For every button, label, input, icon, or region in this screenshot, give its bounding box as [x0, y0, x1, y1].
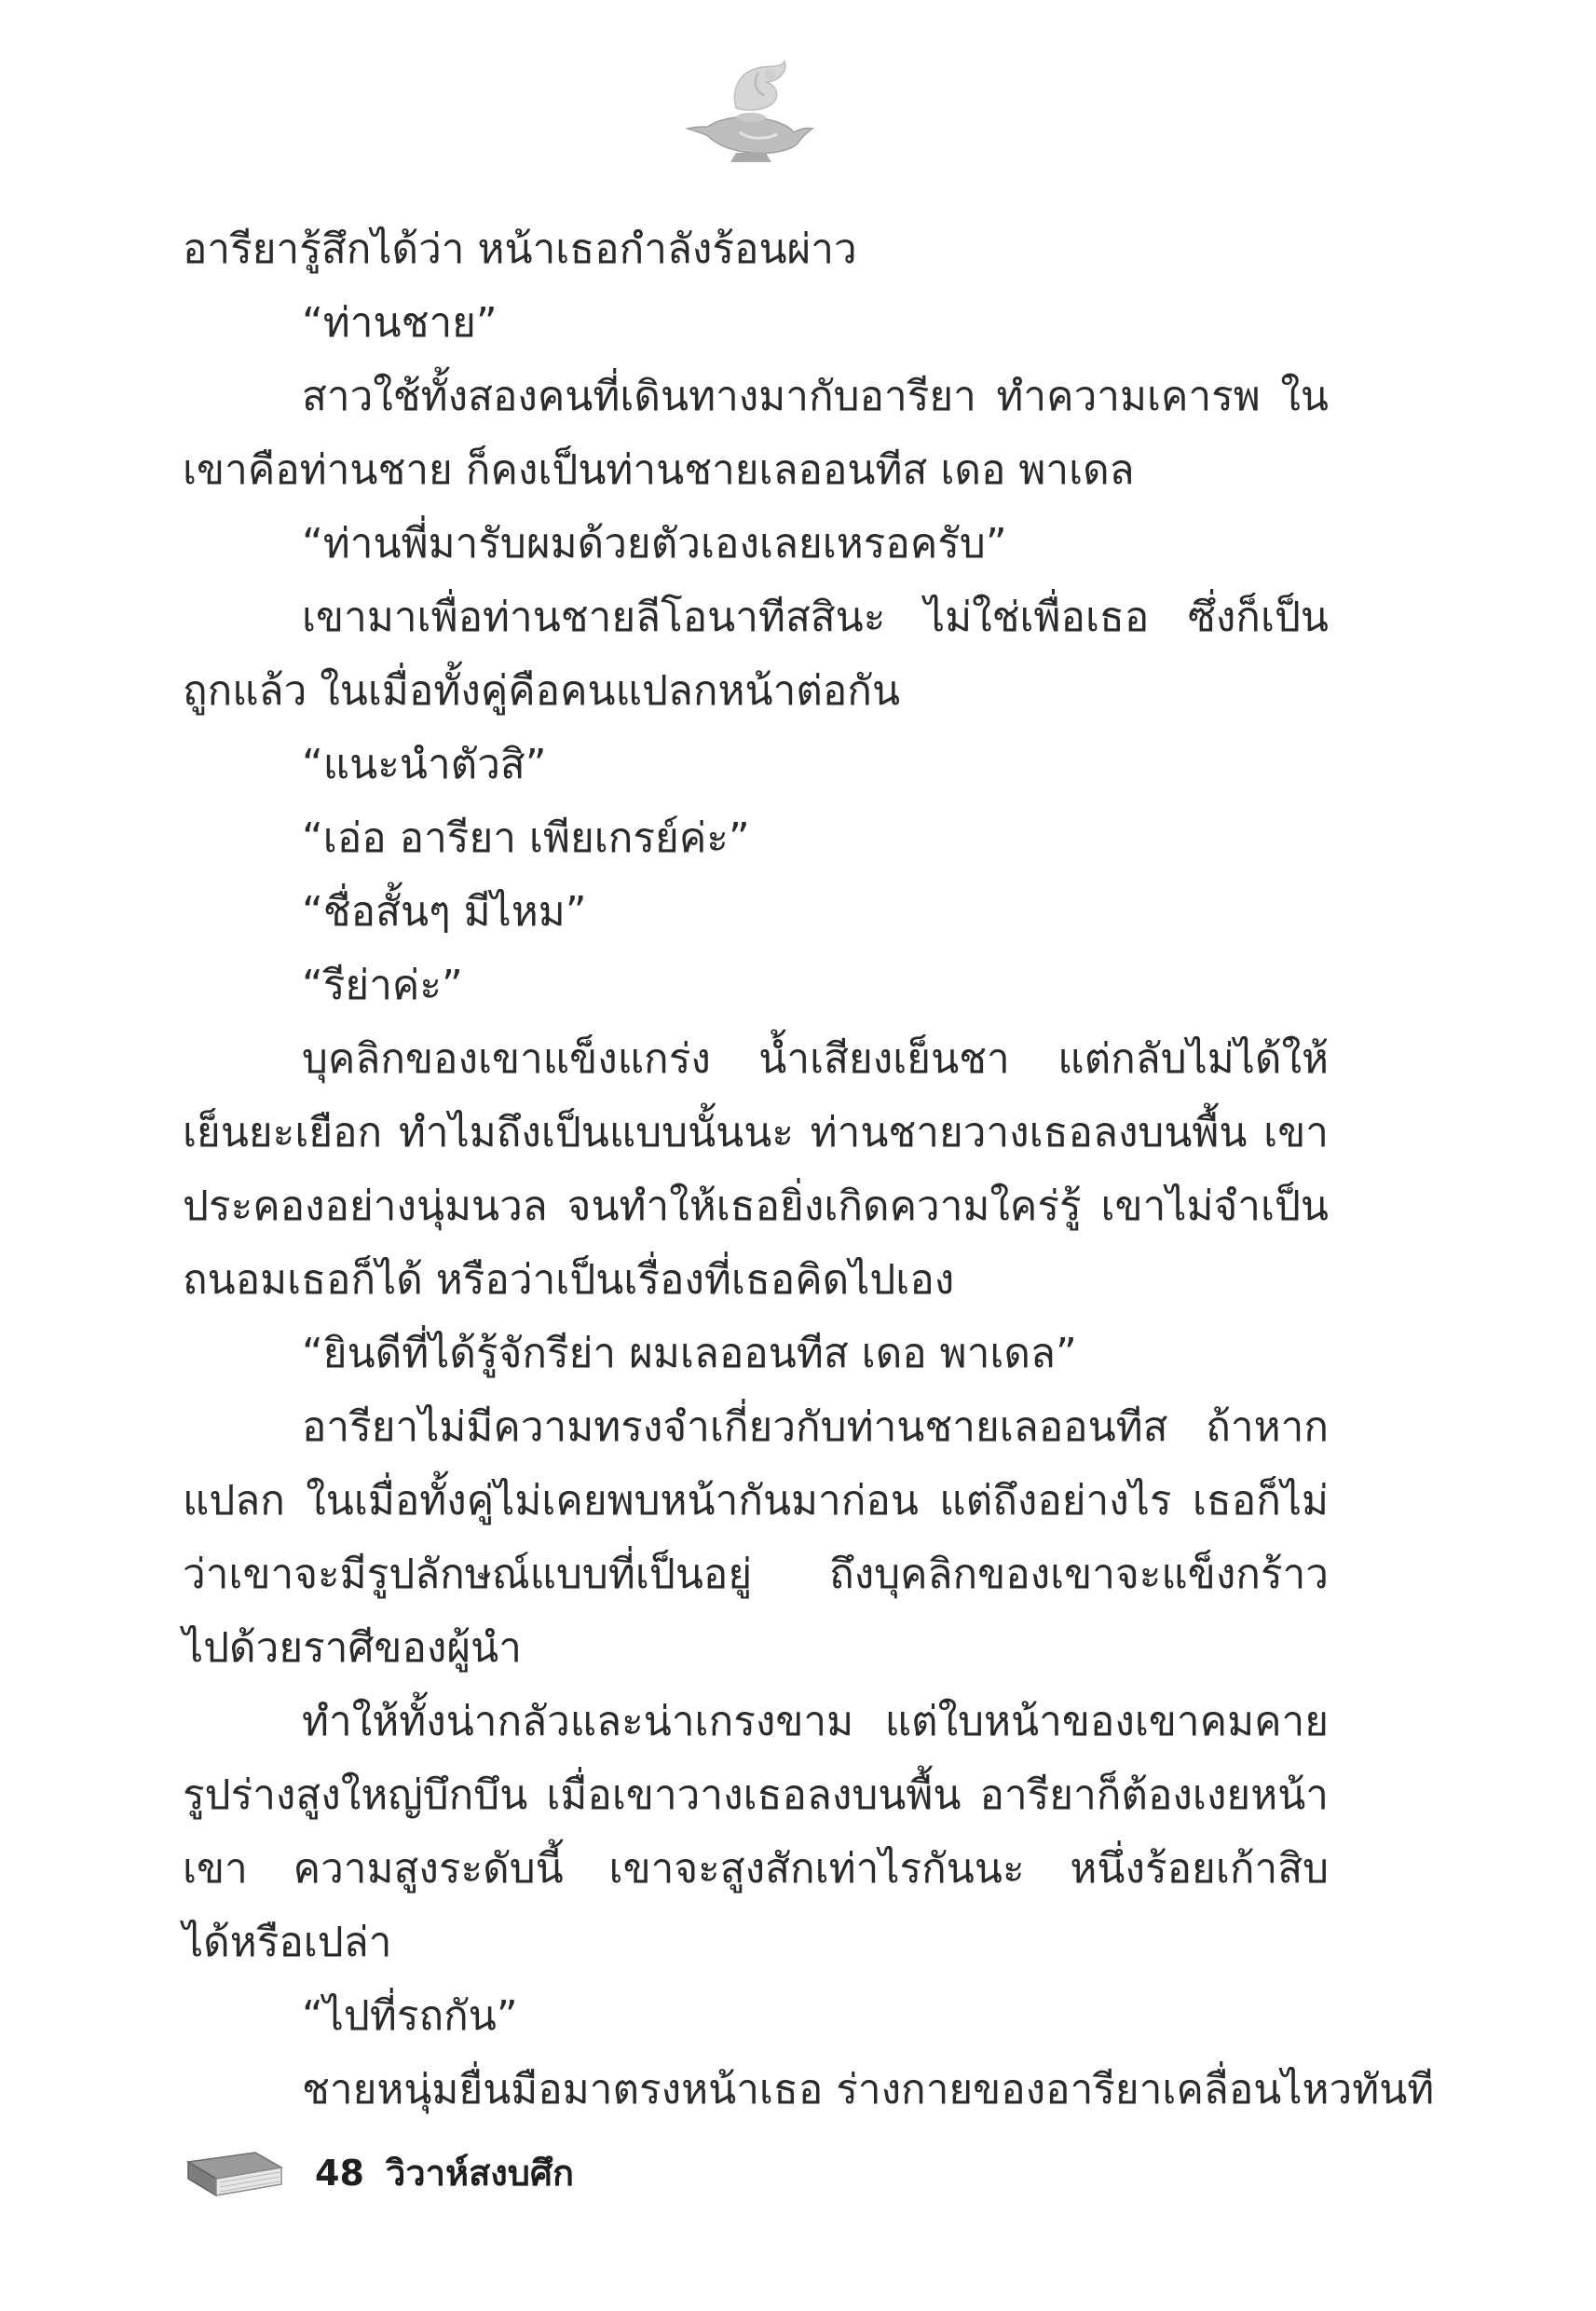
- book-title: วิวาห์สงบศึก: [386, 2153, 575, 2194]
- book-icon: [183, 2149, 285, 2200]
- page-footer: [183, 2140, 835, 2205]
- paragraph-line: อารียาไม่มีความทรงจำเกี่ยวกับท่านชายเลออนทีส ถ้าหาก: [302, 1403, 1329, 1451]
- dialogue-line: “ยินดีที่ได้รู้จักรีย่า ผมเลออนทีส เดอ พาเดล”: [302, 1330, 1077, 1377]
- paragraph-line: ชายหนุ่มยื่นมือมาตรงหน้าเธอ ร่างกายของอารียาเคลื่อนไหวทันที: [302, 2066, 1435, 2113]
- paragraph-line: บุคลิกของเขาแข็งแกร่ง น้ำเสียงเย็นชา แต่กลับไม่ได้ให้: [302, 1035, 1329, 1083]
- dialogue-line: “รีย่าค่ะ”: [302, 962, 463, 1009]
- dialogue-line: “ชื่อสั้นๆ มีไหม”: [302, 888, 587, 936]
- paragraph-line: ได้หรือเปล่า: [183, 1919, 392, 1966]
- paragraph-line: เขามาเพื่อท่านชายลีโอนาทีสสินะ ไม่ใช่เพื่อเธอ ซึ่งก็เป็น: [302, 594, 1329, 641]
- paragraph-line: ทำให้ทั้งน่ากลัวและน่าเกรงขาม แต่ใบหน้าของเขาคมคาย: [302, 1698, 1329, 1745]
- paragraph-line: รูปร่างสูงใหญ่บึกบึน เมื่อเขาวางเธอลงบนพื้น อารียาก็ต้องเงยหน้า: [183, 1771, 1329, 1819]
- paragraph-line: แปลก ในเมื่อทั้งคู่ไม่เคยพบหน้ากันมาก่อน แต่ถึงอย่างไร เธอก็ไม่: [183, 1477, 1329, 1525]
- genie-lamp-icon: [680, 54, 820, 166]
- page-number: 48: [315, 2153, 364, 2194]
- paragraph-line: อารียารู้สึกได้ว่า หน้าเธอกำลังร้อนผ่าว: [183, 226, 857, 273]
- body-text: [183, 212, 1435, 2126]
- paragraph-line: ถูกแล้ว ในเมื่อทั้งคู่คือคนแปลกหน้าต่อกัน: [183, 667, 901, 715]
- paragraph-line: เขา ความสูงระดับนี้ เขาจะสูงสักเท่าไรกันนะ หนึ่งร้อยเก้าสิบ: [183, 1845, 1329, 1893]
- paragraph-line: ประคองอย่างนุ่มนวล จนทำให้เธอยิ่งเกิดความใคร่รู้ เขาไม่จำเป็น: [183, 1183, 1329, 1230]
- dialogue-line: “แนะนำตัวสิ”: [302, 741, 547, 788]
- dialogue-line: “ไปที่รถกัน”: [302, 1992, 518, 2040]
- paragraph-line: เย็นยะเยือก ทำไมถึงเป็นแบบนั้นนะ ท่านชายวางเธอลงบนพื้น เขา: [183, 1109, 1329, 1156]
- paragraph-line: ว่าเขาจะมีรูปลักษณ์แบบที่เป็นอยู่ ถึงบุคลิกของเขาจะแข็งกร้าว: [183, 1551, 1329, 1598]
- dialogue-line: “ท่านพี่มารับผมด้วยตัวเองเลยเหรอครับ”: [302, 520, 1007, 567]
- paragraph-line: เขาคือท่านชาย ก็คงเป็นท่านชายเลออนทีส เดอ พาเดล: [183, 446, 1135, 494]
- paragraph-line: สาวใช้ทั้งสองคนที่เดินทางมากับอารียา ทำความเคารพ ใน: [302, 373, 1329, 420]
- paragraph-line: ไปด้วยราศีของผู้นำ: [183, 1624, 522, 1672]
- paragraph-line: ถนอมเธอก็ได้ หรือว่าเป็นเรื่องที่เธอคิดไปเอง: [183, 1256, 955, 1304]
- dialogue-line: “ท่านชาย”: [302, 299, 498, 347]
- dialogue-line: “เอ่อ อารียา เพียเกรย์ค่ะ”: [302, 814, 750, 862]
